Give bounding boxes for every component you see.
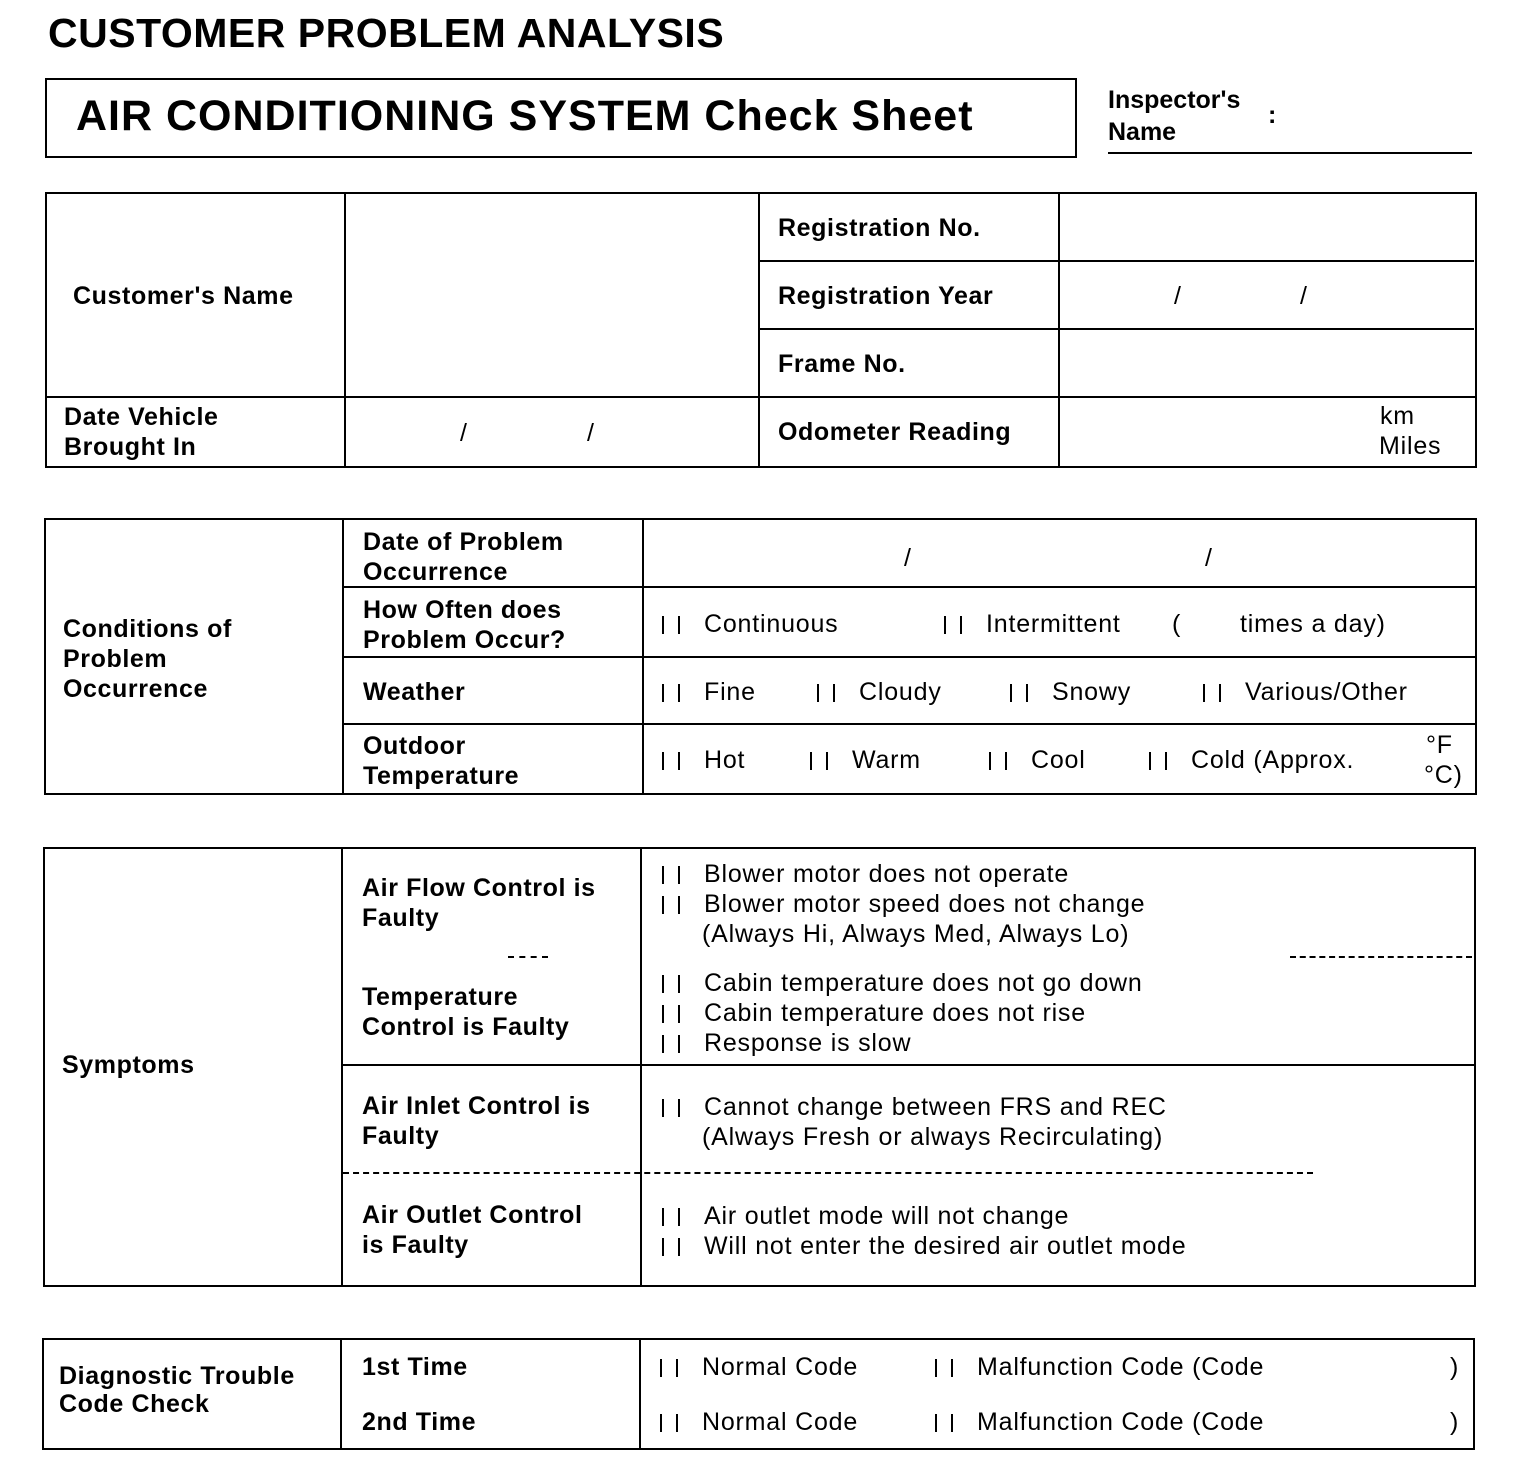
form-subtitle: AIR CONDITIONING SYSTEM Check Sheet (76, 92, 974, 140)
option-snowy[interactable]: Snowy (1010, 677, 1131, 707)
checkbox[interactable] (1203, 684, 1221, 702)
option-fine[interactable]: Fine (662, 677, 756, 707)
weather-label: Weather (363, 678, 466, 706)
dtc-first-malfunction[interactable]: Malfunction Code (Code (935, 1352, 1264, 1382)
checkbox[interactable] (989, 752, 1007, 770)
registration-no-field[interactable] (1062, 196, 1472, 258)
checkbox[interactable] (944, 616, 962, 634)
registration-year-label: Registration Year (778, 282, 994, 310)
dtc-second-malfunction[interactable]: Malfunction Code (Code (935, 1407, 1264, 1437)
checkbox[interactable] (662, 866, 680, 884)
checkbox[interactable] (810, 752, 828, 770)
checkbox[interactable] (662, 1208, 680, 1226)
customer-name-label: Customer's Name (73, 282, 294, 310)
checkbox[interactable] (662, 1238, 680, 1256)
date-of-problem-slash: / (904, 544, 912, 572)
frame-no-field[interactable] (1062, 332, 1472, 394)
how-often-label: How Often does Problem Occur? (363, 596, 566, 654)
checkbox[interactable] (662, 975, 680, 993)
customer-name-field[interactable] (348, 196, 756, 394)
date-brought-in-label: Date Vehicle Brought In (64, 403, 219, 461)
checkbox[interactable] (1010, 684, 1028, 702)
checkbox[interactable] (662, 684, 680, 702)
form-title: CUSTOMER PROBLEM ANALYSIS (48, 10, 725, 56)
registration-year-slash: / (1300, 282, 1308, 310)
checkbox[interactable] (660, 1359, 678, 1377)
date-brought-slash: / (460, 419, 468, 447)
air-inlet-label: Air Inlet Control is Faulty (362, 1092, 591, 1150)
option-continuous[interactable]: Continuous (662, 609, 838, 639)
dtc-second-normal[interactable]: Normal Code (660, 1407, 858, 1437)
symptom-frs-rec-note: (Always Fresh or always Recirculating) (702, 1123, 1164, 1151)
symptom-blower-not-operate[interactable]: Blower motor does not operate (662, 859, 1069, 889)
date-of-problem-label: Date of Problem Occurrence (363, 528, 564, 586)
symptom-response-slow[interactable]: Response is slow (662, 1028, 911, 1058)
option-warm[interactable]: Warm (810, 745, 921, 775)
times-paren-open: ( (1172, 610, 1182, 638)
conditions-section-label: Conditions of Problem Occurrence (63, 615, 232, 703)
option-cool[interactable]: Cool (989, 745, 1086, 775)
temperature-control-label: Temperature Control is Faulty (362, 983, 570, 1041)
option-hot[interactable]: Hot (662, 745, 745, 775)
symptoms-section-label: Symptoms (62, 1051, 195, 1079)
symptom-outlet-no-change[interactable]: Air outlet mode will not change (662, 1201, 1069, 1231)
checkbox[interactable] (660, 1414, 678, 1432)
dtc-second-time-label: 2nd Time (362, 1408, 477, 1436)
symptom-blower-speed[interactable]: Blower motor speed does not change (662, 889, 1145, 919)
checkbox[interactable] (662, 1035, 680, 1053)
registration-no-label: Registration No. (778, 214, 981, 242)
unit-km: km (1380, 402, 1415, 430)
checkbox[interactable] (662, 1005, 680, 1023)
outdoor-temperature-label: Outdoor Temperature (363, 732, 520, 790)
option-cold[interactable]: Cold (Approx. (1149, 745, 1354, 775)
symptom-frs-rec[interactable]: Cannot change between FRS and REC (662, 1092, 1167, 1122)
checkbox[interactable] (1149, 752, 1167, 770)
odometer-label: Odometer Reading (778, 418, 1012, 446)
option-cloudy[interactable]: Cloudy (817, 677, 942, 707)
dtc-section-label: Diagnostic Trouble Code Check (59, 1362, 295, 1418)
symptom-outlet-mode[interactable]: Will not enter the desired air outlet mode (662, 1231, 1186, 1261)
checkbox[interactable] (817, 684, 835, 702)
unit-celsius: °C) (1424, 761, 1463, 789)
checkbox[interactable] (662, 1099, 680, 1117)
date-of-problem-slash: / (1205, 544, 1213, 572)
option-various[interactable]: Various/Other (1203, 677, 1408, 707)
checkbox[interactable] (935, 1414, 953, 1432)
air-flow-label: Air Flow Control is Faulty (362, 874, 596, 932)
times-a-day-label: times a day) (1240, 610, 1386, 638)
inspector-colon: : (1268, 101, 1277, 129)
inspector-label: Inspector's Name (1108, 86, 1241, 146)
option-intermittent[interactable]: Intermittent (944, 609, 1121, 639)
checkbox[interactable] (662, 896, 680, 914)
dtc-first-time-label: 1st Time (362, 1353, 468, 1381)
registration-year-slash: / (1174, 282, 1182, 310)
dtc-second-close-paren: ) (1450, 1408, 1460, 1436)
date-brought-slash: / (587, 419, 595, 447)
unit-miles: Miles (1379, 432, 1442, 460)
dtc-first-close-paren: ) (1450, 1353, 1460, 1381)
checkbox[interactable] (935, 1359, 953, 1377)
symptom-cabin-not-down[interactable]: Cabin temperature does not go down (662, 968, 1143, 998)
symptom-cabin-not-rise[interactable]: Cabin temperature does not rise (662, 998, 1086, 1028)
symptom-blower-note: (Always Hi, Always Med, Always Lo) (702, 920, 1130, 948)
checkbox[interactable] (662, 616, 680, 634)
air-outlet-label: Air Outlet Control is Faulty (362, 1201, 583, 1259)
inspector-name-field[interactable] (1108, 152, 1472, 154)
unit-fahrenheit: °F (1426, 731, 1453, 759)
dtc-first-normal[interactable]: Normal Code (660, 1352, 858, 1382)
checkbox[interactable] (662, 752, 680, 770)
frame-no-label: Frame No. (778, 350, 906, 378)
